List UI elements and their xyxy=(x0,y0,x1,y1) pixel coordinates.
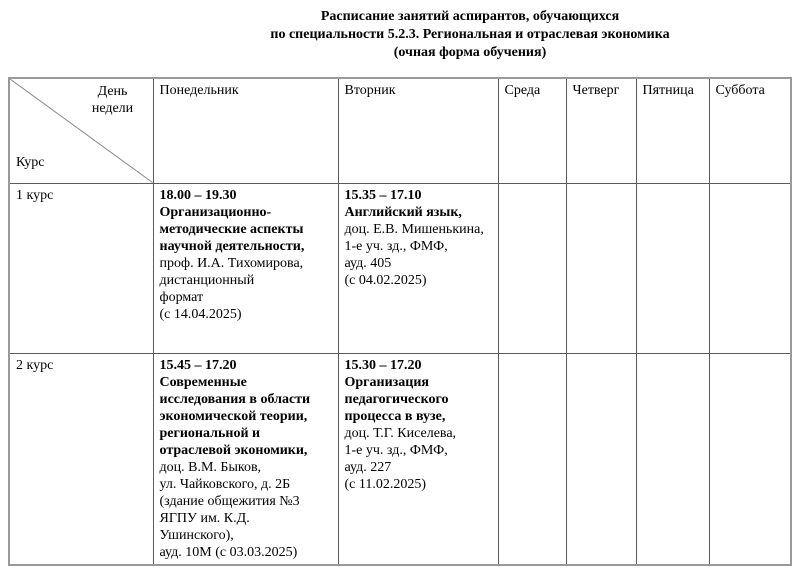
lesson-detail: доц. Е.В. Мишенькина, xyxy=(344,221,484,237)
lesson-detail: доц. Т.Г. Киселева, xyxy=(344,425,457,441)
lesson-detail: 1-е уч. зд., ФМФ, xyxy=(344,238,448,254)
lesson-detail: Ушинского), xyxy=(159,527,234,543)
empty-cell-course1-thursday xyxy=(566,183,636,353)
table-row-course-1 xyxy=(9,183,791,353)
lesson-time: 18.00 – 19.30 xyxy=(159,187,237,203)
empty-cell-course2-friday xyxy=(636,353,709,565)
day-header-saturday: Суббота xyxy=(709,78,791,183)
header-row xyxy=(9,78,791,183)
lesson-detail: ауд. 10М (с 03.03.2025) xyxy=(159,544,298,560)
course-label-2: 2 курс xyxy=(9,353,153,565)
day-header-friday: Пятница xyxy=(636,78,709,183)
course-label-1: 1 курс xyxy=(9,183,153,353)
title-line-2: по специальности 5.2.3. Региональная и отраслевая экономика xyxy=(270,27,670,42)
schedule-table xyxy=(8,77,792,566)
lesson-detail: (с 04.02.2025) xyxy=(344,272,427,288)
page-title xyxy=(140,8,800,62)
lesson-detail: доц. В.М. Быков, xyxy=(159,459,262,475)
day-header-wednesday: Среда xyxy=(498,78,566,183)
empty-cell-course1-wednesday xyxy=(498,183,566,353)
lesson-time: 15.30 – 17.20 xyxy=(344,357,422,373)
corner-cell xyxy=(9,78,153,183)
lesson-detail: дистанционный xyxy=(159,272,255,288)
lesson-detail: (с 11.02.2025) xyxy=(344,476,427,492)
empty-cell-course1-friday xyxy=(636,183,709,353)
lesson-detail: ауд. 405 xyxy=(344,255,392,271)
empty-cell-course2-thursday xyxy=(566,353,636,565)
corner-label-course: Курс xyxy=(16,154,45,170)
lesson-cell-course2-monday xyxy=(153,353,338,565)
lesson-detail: (здание общежития №3 xyxy=(159,493,300,509)
empty-cell-course2-wednesday xyxy=(498,353,566,565)
lesson-detail: проф. И.А. Тихомирова, xyxy=(159,255,304,271)
lesson-detail: (с 14.04.2025) xyxy=(159,306,242,322)
lesson-cell-course1-monday xyxy=(153,183,338,353)
title-line-1: Расписание занятий аспирантов, обучающихся xyxy=(320,9,620,24)
lesson-detail: ул. Чайковского, д. 2Б xyxy=(159,476,291,492)
lesson-subject: Организация педагогического процесса в вузе, xyxy=(344,374,449,424)
lesson-time: 15.45 – 17.20 xyxy=(159,357,237,373)
day-header-tuesday: Вторник xyxy=(338,78,498,183)
corner-label-day-of-week: День недели xyxy=(91,84,134,116)
lesson-subject: Современные исследования в области экономической теории, региональной и отраслевой экономики, xyxy=(159,374,311,458)
lesson-cell-course1-tuesday xyxy=(338,183,498,353)
empty-cell-course1-saturday xyxy=(709,183,791,353)
lesson-time: 15.35 – 17.10 xyxy=(344,187,422,203)
lesson-detail: 1-е уч. зд., ФМФ, xyxy=(344,442,448,458)
day-header-thursday: Четверг xyxy=(566,78,636,183)
table-row-course-2 xyxy=(9,353,791,565)
lesson-cell-course2-tuesday xyxy=(338,353,498,565)
lesson-subject: Организационно-методические аспекты научной деятельности, xyxy=(159,204,305,254)
lesson-detail: ауд. 227 xyxy=(344,459,392,475)
day-header-monday: Понедельник xyxy=(153,78,338,183)
lesson-detail: ЯГПУ им. К.Д. xyxy=(159,510,250,526)
lesson-detail: формат xyxy=(159,289,204,305)
title-line-3: (очная форма обучения) xyxy=(393,45,547,60)
lesson-subject: Английский язык, xyxy=(344,204,462,220)
empty-cell-course2-saturday xyxy=(709,353,791,565)
